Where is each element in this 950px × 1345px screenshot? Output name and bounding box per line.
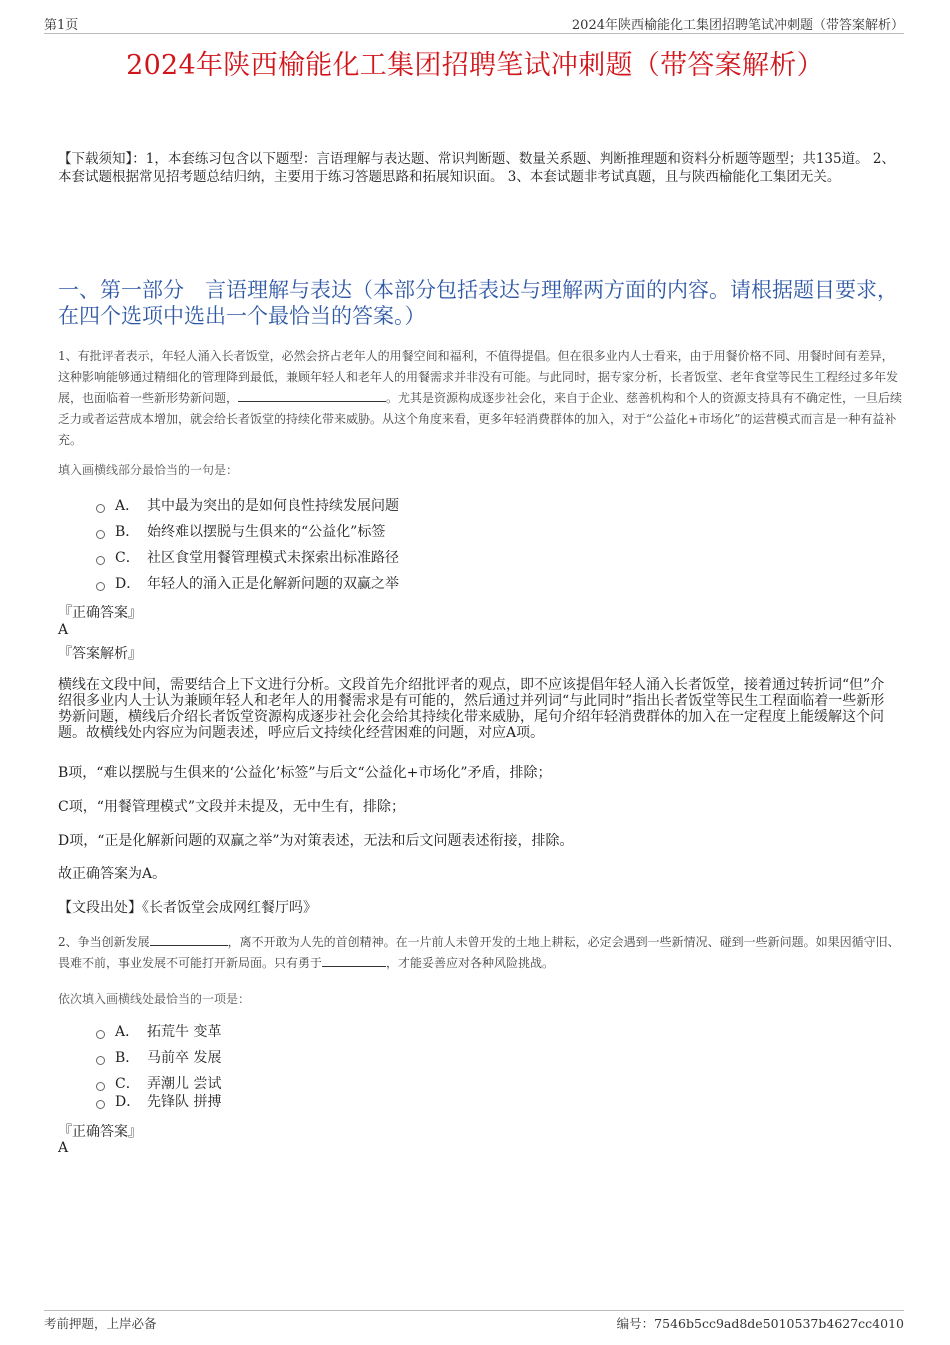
radio-icon[interactable] [96, 1082, 105, 1091]
option-letter: A． [115, 1024, 140, 1040]
q1-option-c[interactable] [96, 547, 399, 567]
answer-blank [238, 400, 386, 402]
option-text: 拓荒牛 变革 [147, 1024, 222, 1040]
page-number: 第1页 [44, 18, 79, 33]
q2-option-c[interactable] [96, 1073, 221, 1093]
q2-option-d[interactable] [96, 1091, 221, 1111]
header-doc-title: 2024年陕西榆能化工集团招聘笔试冲刺题（带答案解析） [571, 18, 904, 33]
option-letter: B． [115, 524, 140, 540]
option-text: 社区食堂用餐管理模式未探索出标准路径 [147, 550, 399, 566]
footer-divider [44, 1310, 904, 1311]
radio-icon[interactable] [96, 1100, 105, 1109]
q1-analysis-conclusion: 故正确答案为A。 [58, 866, 167, 882]
q1-option-a[interactable] [96, 495, 399, 515]
radio-icon[interactable] [96, 556, 105, 565]
q1-analysis-label: 『答案解析』 [58, 646, 142, 662]
download-notice: 【下载须知】：1，本套练习包含以下题型：言语理解与表达题、常识判断题、数量关系题、判断推理题和资料分析题等题型；共135道。 2、本套试题根据常见招考题总结归纳，主要用于练习答题思路和拓展知识面。 3、本套试题非考试真题，且与陕西榆能化工集团无关。 [58, 151, 895, 185]
q2-option-a[interactable] [96, 1021, 221, 1041]
option-letter: C． [115, 1076, 140, 1092]
radio-icon[interactable] [96, 1030, 105, 1039]
question-2-stem-part2: ，离不开敢为人先的首创精神。在一片前人未曾开发的土地上耕耘，必定会遇到一些新情况、碰到一些新问题。如果因循守旧、畏难不前，事业发展不可能打开新局面。只有勇于 [58, 935, 900, 970]
footer-doc-id: 编号：7546b5cc9ad8de5010537b4627cc4010 [616, 1316, 904, 1331]
option-letter: A． [115, 498, 140, 514]
header-divider [44, 33, 904, 34]
q1-answer: A [58, 622, 69, 638]
q2-answer: A [58, 1140, 69, 1156]
option-letter: D． [115, 1094, 141, 1110]
question-2-stem-part1: 2、争当创新发展 [58, 935, 150, 949]
document-title: 2024年陕西榆能化工集团招聘笔试冲刺题（带答案解析） [126, 50, 824, 81]
option-text: 其中最为突出的是如何良性持续发展问题 [147, 498, 399, 514]
question-2-stem [58, 932, 903, 974]
footer-slogan: 考前押题，上岸必备 [44, 1316, 157, 1331]
question-1-stem [58, 346, 903, 451]
option-text: 始终难以摆脱与生俱来的“公益化”标签 [147, 524, 386, 540]
q1-analysis-para-3: C项，“用餐管理模式”文段并未提及，无中生有，排除； [58, 799, 406, 815]
q1-answer-label: 『正确答案』 [58, 605, 142, 621]
option-letter: B． [115, 1050, 140, 1066]
radio-icon[interactable] [96, 582, 105, 591]
option-letter: D． [115, 576, 141, 592]
section-title: 一、第一部分 言语理解与表达（本部分包括表达与理解两方面的内容。请根据题目要求，在四个选项中选出一个最恰当的答案。） [58, 278, 898, 328]
option-text: 先锋队 拼搏 [147, 1094, 222, 1110]
question-2-prompt: 依次填入画横线处最恰当的一项是： [58, 992, 251, 1006]
option-text: 弄潮儿 尝试 [147, 1076, 222, 1092]
question-2-stem-part3: ，才能妥善应对各种风险挑战。 [386, 956, 555, 970]
q1-option-b[interactable] [96, 521, 385, 541]
q1-analysis-para-1: 横线在文段中间，需要结合上下文进行分析。文段首先介绍批评者的观点，即不应该提倡年轻人涌入长者饭堂，接着通过转折词“但”介绍很多业内人士认为兼顾年轻人和老年人的用餐需求是有可能的，然后通过并列词“与此同时”指出长者饭堂等民生工程面临着一些新形势新问题，横线后介绍长者饭堂资源构成逐步社会化会给其持续化带来威胁，尾句介绍年轻消费群体的加入在一定程度上能缓解这个问题。故横线处内容应为问题表述，呼应后文持续化经营困难的问题，对应A项。 [58, 677, 885, 741]
question-1-prompt: 填入画横线部分最恰当的一句是： [58, 463, 239, 477]
q1-option-d[interactable] [96, 573, 399, 593]
q1-source: 【文段出处】《长者饭堂会成网红餐厅吗》 [58, 900, 317, 916]
option-text: 年轻人的涌入正是化解新问题的双赢之举 [147, 576, 399, 592]
answer-blank [322, 965, 386, 967]
option-text: 马前卒 发展 [147, 1050, 222, 1066]
question-1-stem-after: 。尤其是资源构成逐步社会化，来自于企业、慈善机构和个人的资源支持具有不确定性，一旦后续乏力或者运营成本增加，就会给长者饭堂的持续化带来威胁。从这个角度来看，更多年轻消费群体的加入，对于“公益化+市场化”的运营模式而言是一种有益补充。 [58, 391, 903, 447]
answer-blank [150, 944, 228, 946]
question-1-stem-before: 1、有批评者表示，年轻人涌入长者饭堂，必然会挤占老年人的用餐空间和福利，不值得提倡。但在很多业内人士看来，由于用餐价格不同、用餐时间有差异，这种影响能够通过精细化的管理降到最低，兼顾年轻人和老年人的用餐需求并非没有可能。与此同时，据专家分析，长者饭堂、老年食堂等民生工程经过多年发展，也面临着一些新形势新问题， [58, 349, 899, 405]
q2-option-b[interactable] [96, 1047, 221, 1067]
option-letter: C． [115, 550, 140, 566]
q2-answer-label: 『正确答案』 [58, 1124, 142, 1140]
q1-analysis-para-4: D项，“正是化解新问题的双赢之举”为对策表述，无法和后文问题表述衔接，排除。 [58, 833, 574, 849]
q1-analysis-para-2: B项，“难以摆脱与生俱来的‘公益化’标签”与后文“公益化+市场化”矛盾，排除； [58, 765, 552, 781]
radio-icon[interactable] [96, 1056, 105, 1065]
radio-icon[interactable] [96, 530, 105, 539]
radio-icon[interactable] [96, 504, 105, 513]
